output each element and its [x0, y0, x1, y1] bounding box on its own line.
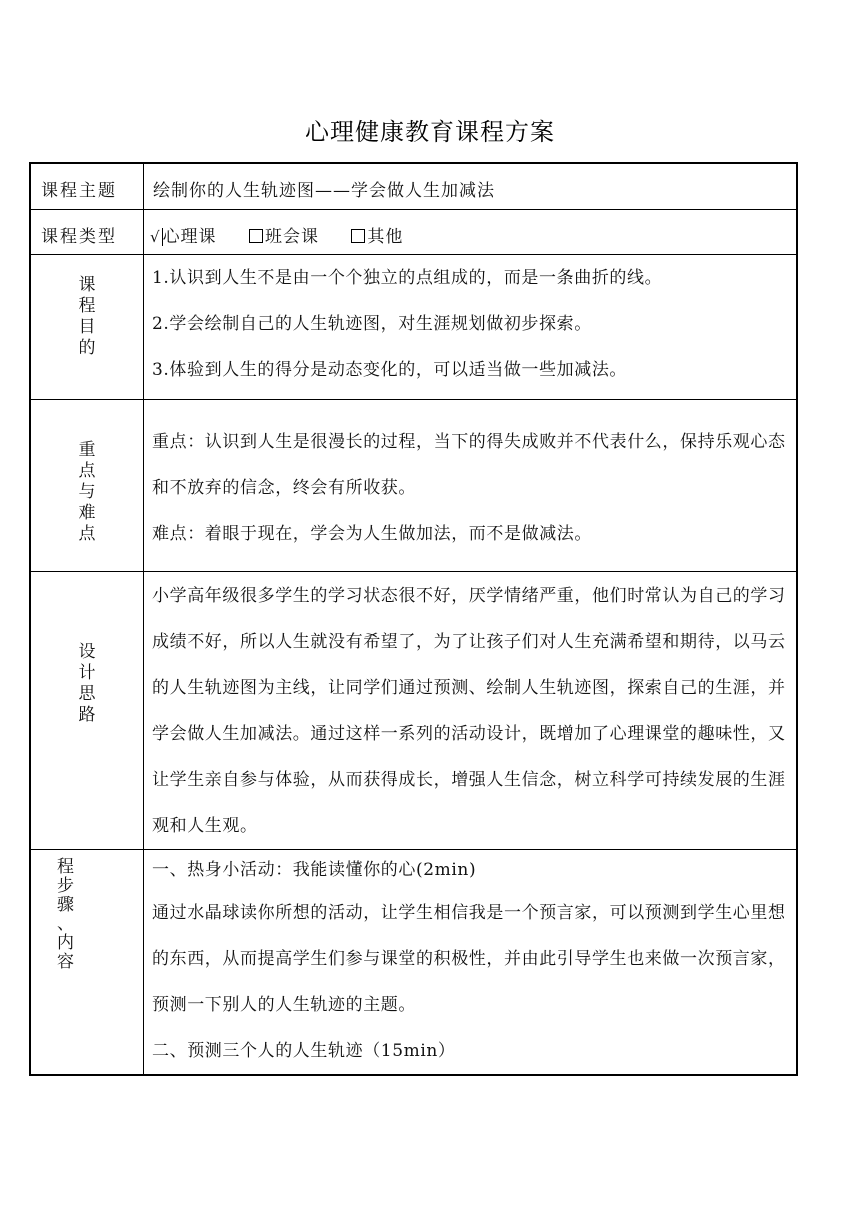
key-points-text: [144, 400, 796, 557]
content-cell: [144, 163, 798, 209]
option-class-meeting[interactable]: [249, 222, 319, 247]
design-text: 小学高年级很多学生的学习状态很不好，厌学情绪严重，他们时常认为自己的学习成绩不好，所以人生就没有希望了，为了让孩子们对人生充满希望和期待，以马云的人生轨迹图为主线，让同学们通过预测、绘制人生轨迹图，探索自己的生涯，并学会做人生加减法。通过这样一系列的活动设计，既增加了心理课堂的趣味性，又让学生亲自参与体验，从而获得成长，增强人生信念，树立科学可持续发展的生涯观和人生观。: [152, 585, 786, 836]
key-points-label: [31, 400, 143, 545]
label-cell: [30, 571, 144, 849]
goal-item: 3.体验到人生的得分是动态变化的，可以适当做一些加减法。: [152, 359, 628, 380]
option-other[interactable]: [351, 222, 403, 247]
label-cell: [30, 254, 144, 399]
label-char: 设: [78, 641, 96, 662]
checkbox-icon: [351, 229, 365, 243]
content-cell: [144, 254, 798, 399]
difficulty-point: 难点：着眼于现在，学会为人生做加法，而不是做减法。: [152, 523, 592, 544]
label-char: 难: [78, 502, 96, 523]
label-char: 路: [78, 704, 96, 725]
course-plan-table: [29, 162, 798, 1076]
goal-item: 2.学会绘制自己的人生轨迹图，对生涯规划做初步探索。: [152, 313, 592, 334]
topic-value: 绘制你的人生轨迹图——学会做人生加减法: [153, 181, 495, 201]
goals-label: [31, 255, 143, 359]
label-char: 课: [78, 274, 96, 295]
label-cell: [30, 399, 144, 571]
label-char: 程: [57, 856, 74, 877]
option-label: 班会课: [264, 226, 319, 247]
step2-title: 二、预测三个人的人生轨迹（15min）: [152, 1040, 456, 1061]
goal-item: 1.认识到人生不是由一个个独立的点组成的，而是一条曲折的线。: [152, 267, 663, 288]
key-point: 重点：认识到人生是很漫长的过程，当下的得失成败并不代表什么，保持乐观心态和不放弃的信念，终会有所收获。: [152, 431, 786, 498]
label-char: 点: [78, 523, 96, 544]
row-design: [30, 571, 797, 849]
checkmark-icon: √: [150, 227, 161, 246]
content-cell: [144, 399, 798, 571]
step1-text: 通过水晶球读你所想的活动，让学生相信我是一个预言家，可以预测到学生心里想的东西，从而提高学生们参与课堂的积极性，并由此引导学生也来做一次预言家，预测一下别人的人生轨迹的主题。: [152, 902, 786, 1015]
option-psychology[interactable]: [150, 222, 217, 247]
content-cell: [144, 209, 798, 254]
process-text: [144, 850, 796, 1074]
checkbox-icon: [249, 229, 263, 243]
content-cell: [144, 571, 798, 849]
label-char: 点: [78, 460, 96, 481]
type-options: [144, 210, 796, 247]
label-char: 思: [78, 683, 96, 704]
type-label: 课程类型: [41, 226, 117, 247]
label-char: 目: [78, 316, 96, 337]
label-char: 与: [78, 481, 96, 502]
label-char: 程: [78, 295, 96, 316]
label-char: 容: [57, 951, 74, 972]
label-cell: [30, 209, 144, 254]
label-char: 步: [57, 875, 74, 896]
row-key-points: [30, 399, 797, 571]
row-topic: [30, 163, 797, 209]
label-char: 骤: [57, 894, 74, 915]
label-char: 、: [57, 913, 74, 934]
design-label: [31, 572, 143, 726]
goal-list: [144, 255, 796, 393]
label-char: 的: [78, 337, 96, 358]
row-type: [30, 209, 797, 254]
page-title: 心理健康教育课程方案: [305, 118, 555, 146]
label-cell: [30, 849, 144, 1075]
process-label: [31, 850, 143, 972]
option-label: 心理课: [162, 226, 217, 247]
label-char: 重: [78, 439, 96, 460]
label-char: 计: [78, 662, 96, 683]
topic-label: 课程主题: [41, 181, 117, 201]
label-cell: [30, 163, 144, 209]
row-process: [30, 849, 797, 1075]
option-label: 其他: [367, 226, 404, 247]
row-goals: [30, 254, 797, 399]
step1-title: 一、热身小活动：我能读懂你的心(2min): [152, 859, 477, 880]
label-char: 内: [57, 932, 74, 953]
content-cell: [144, 849, 798, 1075]
